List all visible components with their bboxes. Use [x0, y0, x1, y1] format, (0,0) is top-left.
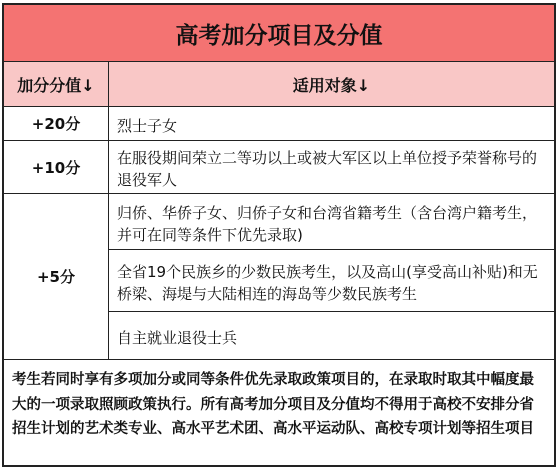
bonus-points-table [2, 3, 556, 467]
target-cell: 烈士子女 [109, 107, 554, 141]
header-score: 加分分值↓ [4, 62, 109, 107]
target-cell: 自主就业退役士兵 [109, 312, 554, 360]
target-cell: 在服役期间荣立二等功以上或被大军区以上单位授予荣誉称号的退役军人 [109, 141, 554, 194]
target-cell: 归侨、华侨子女、归侨子女和台湾省籍考生（含台湾户籍考生，并可在同等条件下优先录取) [109, 194, 554, 250]
score-cell: +10分 [4, 141, 109, 194]
table-title: 高考加分项目及分值 [4, 5, 554, 62]
target-cell: 全省19个民族乡的少数民族考生，以及高山(享受高山补贴)和无桥梁、海堤与大陆相连的海岛等少数民族考生 [109, 250, 554, 312]
policy-note: 考生若同时享有多项加分或同等条件优先录取政策项目的，在录取时取其中幅度最大的一项录取照顾政策执行。所有高考加分项目及分值均不得用于高校不安排分省招生计划的艺术类专业、高水平艺术团、高水平运动队、高校专项计划等招生项目 [12, 372, 534, 437]
score-cell: +20分 [4, 107, 109, 141]
score-cell: +5分 [4, 194, 109, 360]
header-target: 适用对象↓ [109, 62, 554, 107]
